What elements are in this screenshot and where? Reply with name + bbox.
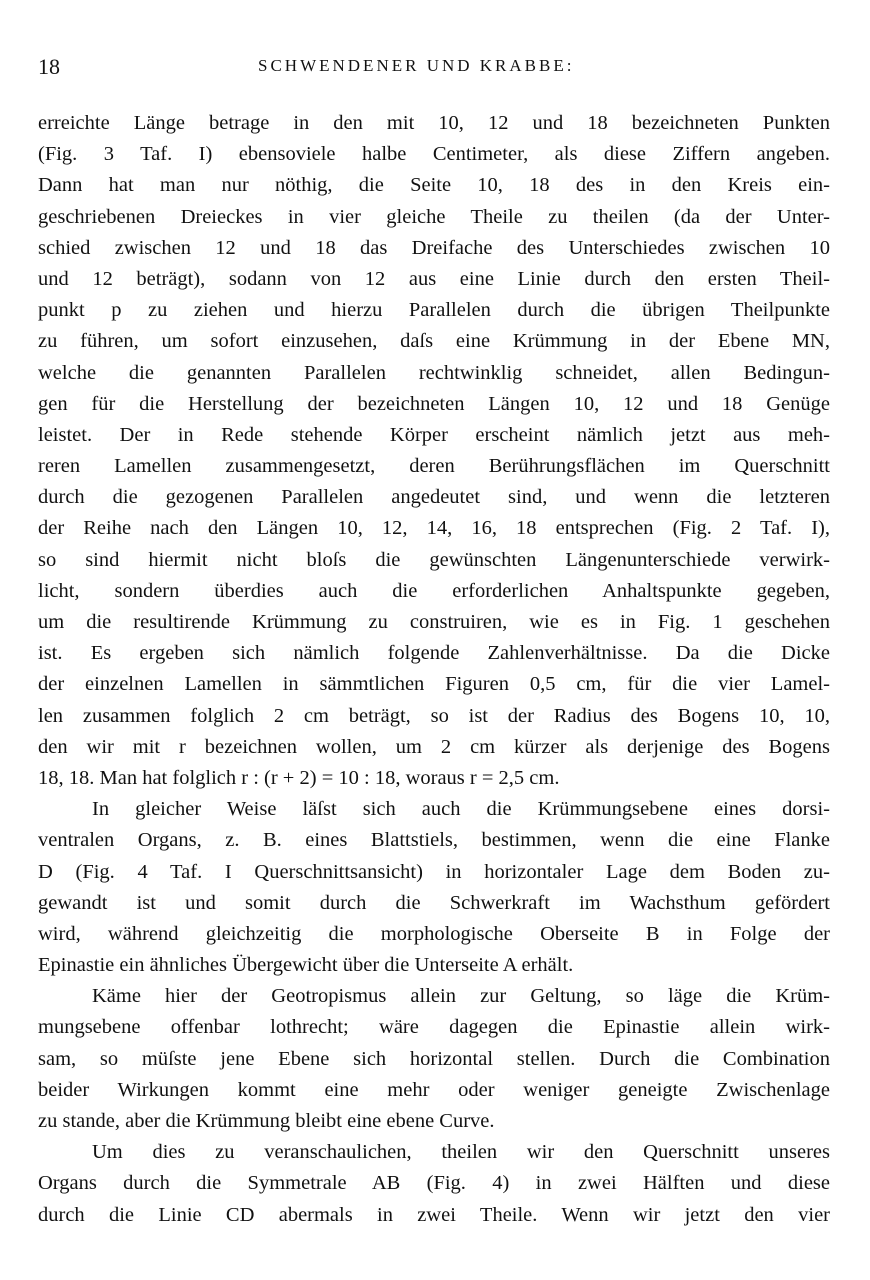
text-line: welche die genannten Parallelen rechtwinklig schneidet, allen Bedingun-	[38, 361, 830, 384]
text-line: ventralen Organs, z. B. eines Blattstiels, bestimmen, wenn die eine Flanke	[38, 829, 830, 852]
text-line: gewandt ist und somit durch die Schwerkraft im Wachsthum gefördert	[38, 891, 830, 914]
text-line: leistet. Der in Rede stehende Körper erscheint nämlich jetzt aus meh-	[38, 423, 830, 446]
text-line: beider Wirkungen kommt eine mehr oder weniger geneigte Zwischenlage	[38, 1078, 830, 1101]
text-line: In gleicher Weise läſst sich auch die Krümmungsebene eines dorsi-	[92, 798, 830, 821]
text-line: den wir mit r bezeichnen wollen, um 2 cm kürzer als derjenige des Bogens	[38, 735, 830, 758]
text-line: 18, 18. Man hat folglich r : (r + 2) = 10 : 18, woraus r = 2,5 cm.	[38, 766, 560, 789]
text-line: der einzelnen Lamellen in sämmtlichen Figuren 0,5 cm, für die vier Lamel-	[38, 673, 830, 696]
text-line: ist. Es ergeben sich nämlich folgende Zahlenverhältnisse. Da die Dicke	[38, 642, 830, 665]
text-line: gen für die Herstellung der bezeichneten Längen 10, 12 und 18 Genüge	[38, 392, 830, 415]
text-line: Epinastie ein ähnliches Übergewicht über die Unterseite A erhält.	[38, 954, 574, 977]
running-head: SCHWENDENER UND KRABBE:	[258, 56, 575, 75]
text-line: so sind hiermit nicht bloſs die gewünschten Längenunterschiede verwirk-	[38, 548, 830, 571]
text-line: licht, sondern überdies auch die erforderlichen Anhaltspunkte gegeben,	[38, 579, 830, 602]
text-line: Um dies zu veranschaulichen, theilen wir den Querschnitt unseres	[92, 1141, 830, 1164]
text-line: durch die Linie CD abermals in zwei Theile. Wenn wir jetzt den vier	[38, 1203, 830, 1226]
text-line: durch die gezogenen Parallelen angedeutet sind, und wenn die letzteren	[38, 486, 830, 509]
text-line: reren Lamellen zusammengesetzt, deren Berührungsflächen im Querschnitt	[38, 455, 830, 478]
text-line: um die resultirende Krümmung zu construiren, wie es in Fig. 1 geschehen	[38, 611, 830, 633]
text-line: sam, so müſste jene Ebene sich horizontal stellen. Durch die Combination	[38, 1047, 830, 1070]
text-line: len zusammen folglich 2 cm beträgt, so ist der Radius des Bogens 10, 10,	[38, 704, 830, 727]
text-line: schied zwischen 12 und 18 das Dreifache des Unterschiedes zwischen 10	[38, 236, 830, 259]
text-line: Käme hier der Geotropismus allein zur Geltung, so läge die Krüm-	[92, 985, 830, 1008]
text-line: Dann hat man nur nöthig, die Seite 10, 18 des in den Kreis ein-	[38, 174, 830, 197]
text-line: punkt p zu ziehen und hierzu Parallelen durch die übrigen Theilpunkte	[38, 299, 830, 322]
text-line: und 12 beträgt), sodann von 12 aus eine Linie durch den ersten Theil-	[38, 267, 830, 290]
text-line: D (Fig. 4 Taf. I Querschnittsansicht) in horizontaler Lage dem Boden zu-	[38, 860, 830, 883]
text-line: zu stande, aber die Krümmung bleibt eine ebene Curve.	[38, 1110, 495, 1132]
text-line: geschriebenen Dreieckes in vier gleiche Theile zu theilen (da der Unter-	[38, 205, 830, 228]
text-line: (Fig. 3 Taf. I) ebensoviele halbe Centimeter, als diese Ziffern angeben.	[38, 143, 830, 166]
text-line: der Reihe nach den Längen 10, 12, 14, 16, 18 entsprechen (Fig. 2 Taf. I),	[38, 517, 830, 540]
text-line: zu führen, um sofort einzusehen, daſs eine Krümmung in der Ebene MN,	[38, 330, 830, 353]
page-header	[38, 54, 830, 84]
body-text	[38, 108, 830, 1231]
text-line: Organs durch die Symmetrale AB (Fig. 4) in zwei Hälften und diese	[38, 1172, 830, 1195]
text-line: wird, während gleichzeitig die morphologische Oberseite B in Folge der	[38, 922, 830, 945]
text-line: erreichte Länge betrage in den mit 10, 12 und 18 bezeichneten Punkten	[38, 112, 830, 134]
page-number: 18	[38, 54, 60, 79]
text-line: mungsebene offenbar lothrecht; wäre dagegen die Epinastie allein wirk-	[38, 1016, 830, 1039]
